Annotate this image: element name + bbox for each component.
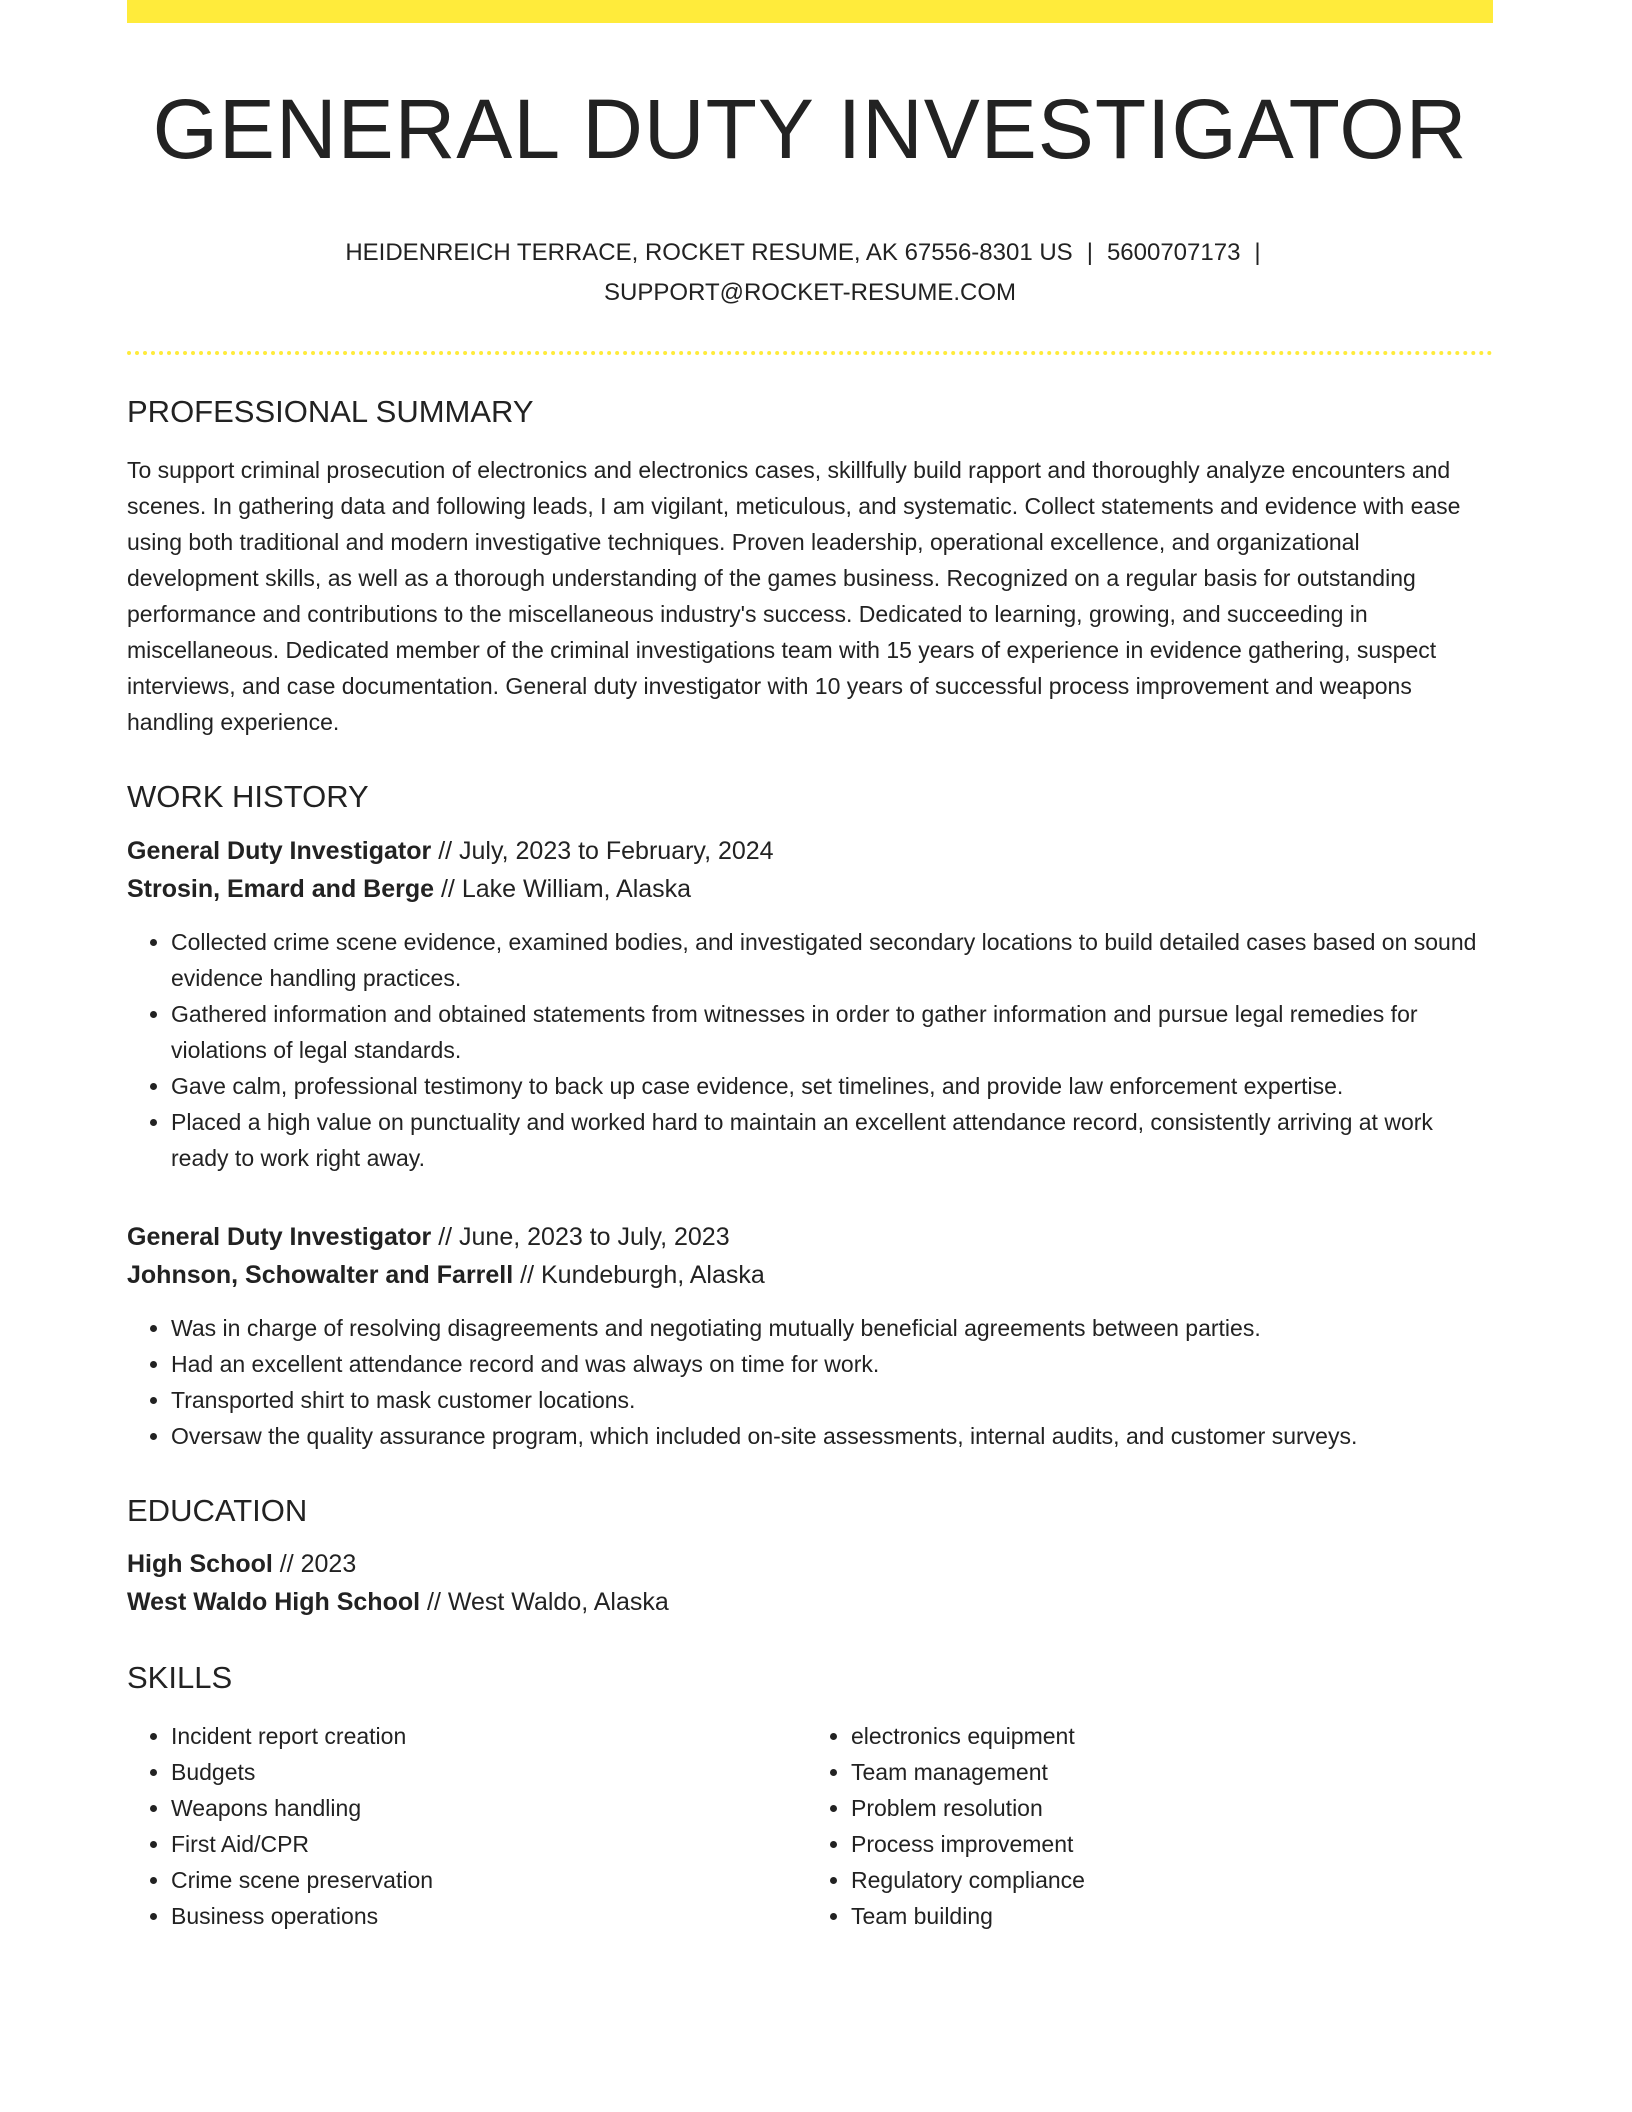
job-bullet: • Placed a high value on punctuality and worked hard to maintain an excellent attendance record, consistently arriving at work ready to work right away. [171,1104,1493,1176]
contact-line-1 [127,233,1493,273]
job-entry [127,1218,1493,1454]
job-bullet: • Transported shirt to mask customer locations. [171,1382,1493,1418]
address: HEIDENREICH TERRACE, ROCKET RESUME, AK 67556-8301 US [345,239,1073,267]
job-company-line [127,1256,1493,1294]
job-bullets [127,924,1493,1176]
skill-item: • Team management [851,1754,1481,1790]
skills-column-right [801,1718,1481,1934]
job-title-line [127,1218,1493,1256]
job-bullet: • Collected crime scene evidence, examined bodies, and investigated secondary locations to build detailed cases based on sound evidence handling practices. [171,924,1493,996]
job-company-line [127,870,1493,908]
skills-list [127,1718,1493,1934]
job-title: General Duty Investigator [127,1222,432,1251]
job-location: // Kundeburgh, Alaska [513,1260,765,1289]
skill-item: • electronics equipment [851,1718,1481,1754]
job-title-line [127,832,1493,870]
job-title: General Duty Investigator [127,836,432,865]
skill-item: • Budgets [171,1754,801,1790]
job-bullet: • Was in charge of resolving disagreements and negotiating mutually beneficial agreements between parties. [171,1310,1493,1346]
school-location: // West Waldo, Alaska [420,1587,669,1616]
degree-line [127,1545,1493,1583]
job-location: // Lake William, Alaska [434,874,692,903]
skill-item: • Team building [851,1898,1481,1934]
email: SUPPORT@ROCKET-RESUME.COM [604,279,1016,307]
skill-item: • Regulatory compliance [851,1862,1481,1898]
school-name: West Waldo High School [127,1587,421,1616]
job-dates: // June, 2023 to July, 2023 [431,1222,730,1251]
skill-item: • Problem resolution [851,1790,1481,1826]
education-heading: EDUCATION [127,1492,308,1528]
skill-item: • First Aid/CPR [171,1826,801,1862]
job-bullet: • Oversaw the quality assurance program, which included on-site assessments, internal audits, and customer surveys. [171,1418,1493,1454]
work-history-heading: WORK HISTORY [127,779,369,815]
job-entry [127,832,1493,1176]
resume-page [127,0,1493,1934]
school-line [127,1583,1493,1621]
skill-item: • Incident report creation [171,1718,801,1754]
phone: 5600707173 [1106,239,1241,267]
job-dates: // July, 2023 to February, 2024 [431,836,774,865]
skill-item: • Process improvement [851,1826,1481,1862]
job-bullets [127,1310,1493,1454]
skill-item: • Business operations [171,1898,801,1934]
skill-item: • Crime scene preservation [171,1862,801,1898]
skills-heading: SKILLS [127,1659,233,1695]
job-bullet: • Had an excellent attendance record and was always on time for work. [171,1346,1493,1382]
graduation-year: // 2023 [272,1549,357,1578]
skills-column-left [127,1718,801,1934]
separator: | [1086,239,1093,267]
summary-heading: PROFESSIONAL SUMMARY [127,394,534,430]
contact-info [127,233,1493,313]
top-accent-bar [127,0,1493,23]
contact-line-2 [127,273,1493,313]
separator: | [1254,239,1261,267]
dotted-divider [127,351,1493,355]
job-bullet: • Gathered information and obtained statements from witnesses in order to gather information and pursue legal remedies for violations of legal standards. [171,996,1493,1068]
job-bullet: • Gave calm, professional testimony to back up case evidence, set timelines, and provide law enforcement expertise. [171,1068,1493,1104]
skill-item: • Weapons handling [171,1790,801,1826]
education-entry [127,1545,1493,1621]
candidate-name: GENERAL DUTY INVESTIGATOR [152,82,1468,176]
job-company: Johnson, Schowalter and Farrell [127,1260,514,1289]
summary-text: To support criminal prosecution of electronics and electronics cases, skillfully build rapport and thoroughly analyze encounters and scenes. In gathering data and following leads, I am vigilant, meticulous, and systematic. Collect statements and evidence with ease using both traditional and modern investigative techniques. Proven leadership, operational excellence, and organizational development skills, as well as a thorough understanding of the games business. Recognized on a regular basis for outstanding performance and contributions to the miscellaneous industry's success. Dedicated to learning, growing, and succeeding in miscellaneous. Dedicated member of the criminal investigations team with 15 years of experience in evidence gathering, suspect interviews, and case documentation. General duty investigator with 10 years of successful process improvement and weapons handling experience. [127,457,1461,736]
job-company: Strosin, Emard and Berge [127,874,435,903]
degree: High School [127,1549,273,1578]
